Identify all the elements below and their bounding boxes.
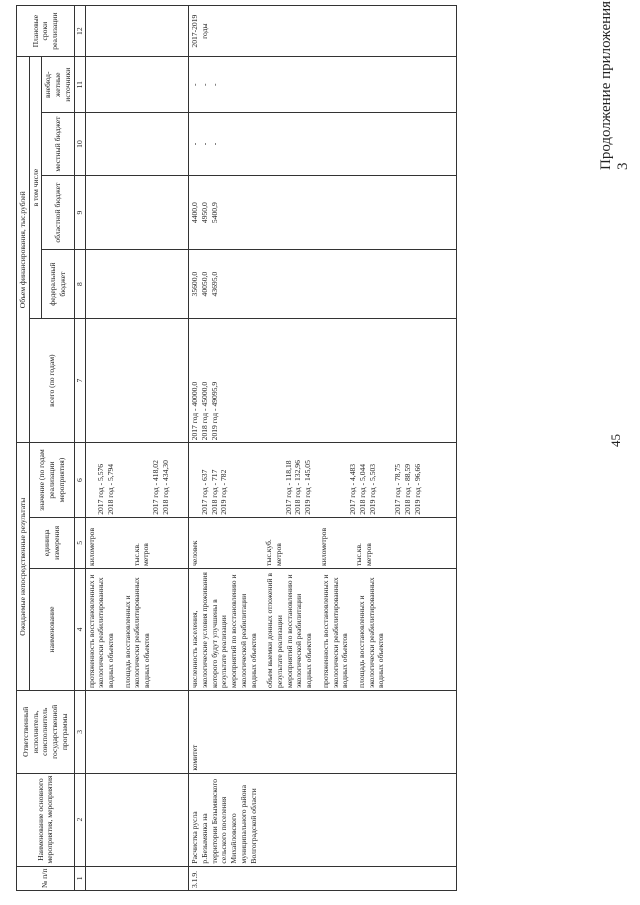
continued-unit: километров — [86, 527, 96, 566]
col-number: 8 — [74, 250, 85, 319]
col-number: 12 — [74, 6, 85, 57]
result-indicator: численность населения, экологические условия проживания которого будут улучшены в результате реализации мероприятий по восстановлению и экологической реабилитации водных объектов — [190, 572, 258, 689]
header-financing: Объем финансирования, тыс.рублей — [17, 57, 30, 443]
header-expected-results: Ожидаемые непосредственные результаты — [17, 443, 30, 691]
header-federal: федеральный бюджет — [42, 250, 74, 319]
result-unit: тыс.куб. метров — [264, 539, 283, 566]
result-unit: тыс.кв. метров — [354, 543, 373, 566]
financing-table — [16, 5, 457, 891]
header-regional: областной бюджет — [42, 175, 74, 249]
header-terms: Плановые сроки реализации — [17, 6, 75, 57]
financing-offbudget: - - - — [189, 57, 440, 113]
header-local: местный бюджет — [42, 113, 74, 176]
implementation-terms: 2017-2019 годы — [189, 6, 440, 57]
row-number: 3.1.9. — [189, 866, 440, 890]
header-value: значение (по годам реализации мероприятия) — [29, 443, 74, 517]
header-total: всего (по годам) — [29, 318, 74, 442]
result-indicator: протяженность восстановленных и экологически реабилитированных водных объектов — [320, 574, 350, 689]
col-number: 7 — [74, 318, 85, 442]
continued-unit: тыс.кв. метров — [131, 543, 151, 566]
executor: комитет — [189, 691, 440, 774]
result-values: 2017 год - 118,18 2018 год - 132,96 2019 год - 145,05 — [283, 460, 313, 515]
financing-federal: 35600,0 40050,0 43695,0 — [189, 250, 440, 319]
table-row — [85, 6, 189, 891]
financing-local: - - - — [189, 113, 440, 176]
financing-regional: 4400,0 4950,0 5400,9 — [189, 175, 440, 249]
result-values: 2017 год - 78,75 2018 год - 88,59 2019 год - 96,66 — [393, 463, 422, 515]
continuation-title: Продолжение приложения 3 — [598, 0, 631, 170]
col-number: 4 — [74, 568, 85, 690]
col-number: 10 — [74, 113, 85, 176]
col-number: 5 — [74, 517, 85, 568]
header-activity-name: Наименование основного мероприятия, мероприятия — [17, 773, 75, 866]
col-number: 6 — [74, 443, 85, 517]
result-indicator: объем выемки донных отложений в результате реализации мероприятий по восстановлению и экологической реабилитации водных объектов — [265, 573, 314, 689]
result-indicator: площадь восстановленных и экологически реабилитированных водных объектов — [356, 577, 386, 689]
financing-total: 2017 год - 40000,0 2018 год - 45000,0 2019 год - 49095,9 — [189, 318, 440, 442]
result-unit: человек — [190, 540, 200, 566]
continued-indicator: площадь восстановленных и экологически реабилитированных водных объектов — [122, 577, 152, 689]
continued-values: 2017 год - 5,576 2018 год - 5,794 — [96, 463, 116, 515]
header-indicator: наименование — [29, 568, 74, 690]
header-unit: единица измерения — [29, 517, 74, 568]
header-offbudget: внебюд-жетные источники — [42, 57, 74, 113]
col-number: 3 — [74, 691, 85, 774]
col-number: 9 — [74, 175, 85, 249]
page-number: 45 — [608, 434, 623, 447]
header-including: в том числе — [29, 57, 42, 319]
result-values: 2017 год - 637 2018 год - 717 2019 год - 782 — [199, 469, 229, 515]
col-number: 11 — [74, 57, 85, 113]
continued-values: 2017 год - 418,02 2018 год - 434,30 — [151, 460, 170, 515]
col-number: 2 — [74, 773, 85, 866]
result-values: 2017 год - 4,483 2018 год - 5,044 2019 год - 5,503 — [348, 463, 377, 515]
header-number: № п/п — [17, 866, 75, 890]
continued-indicator: протяженность восстановленных и экологически реабилитированных водных объектов — [86, 574, 116, 689]
result-unit: километров — [319, 527, 329, 566]
activity-name: Расчистка русла р.Безымянка на территории Безымянского сельского поселения Михайловского муниципального района Волгоградской области — [189, 773, 440, 866]
header-executor: Ответственный исполнитель, соисполнитель государственной программы — [17, 691, 75, 774]
col-number: 1 — [74, 866, 85, 890]
table-row — [189, 6, 440, 891]
